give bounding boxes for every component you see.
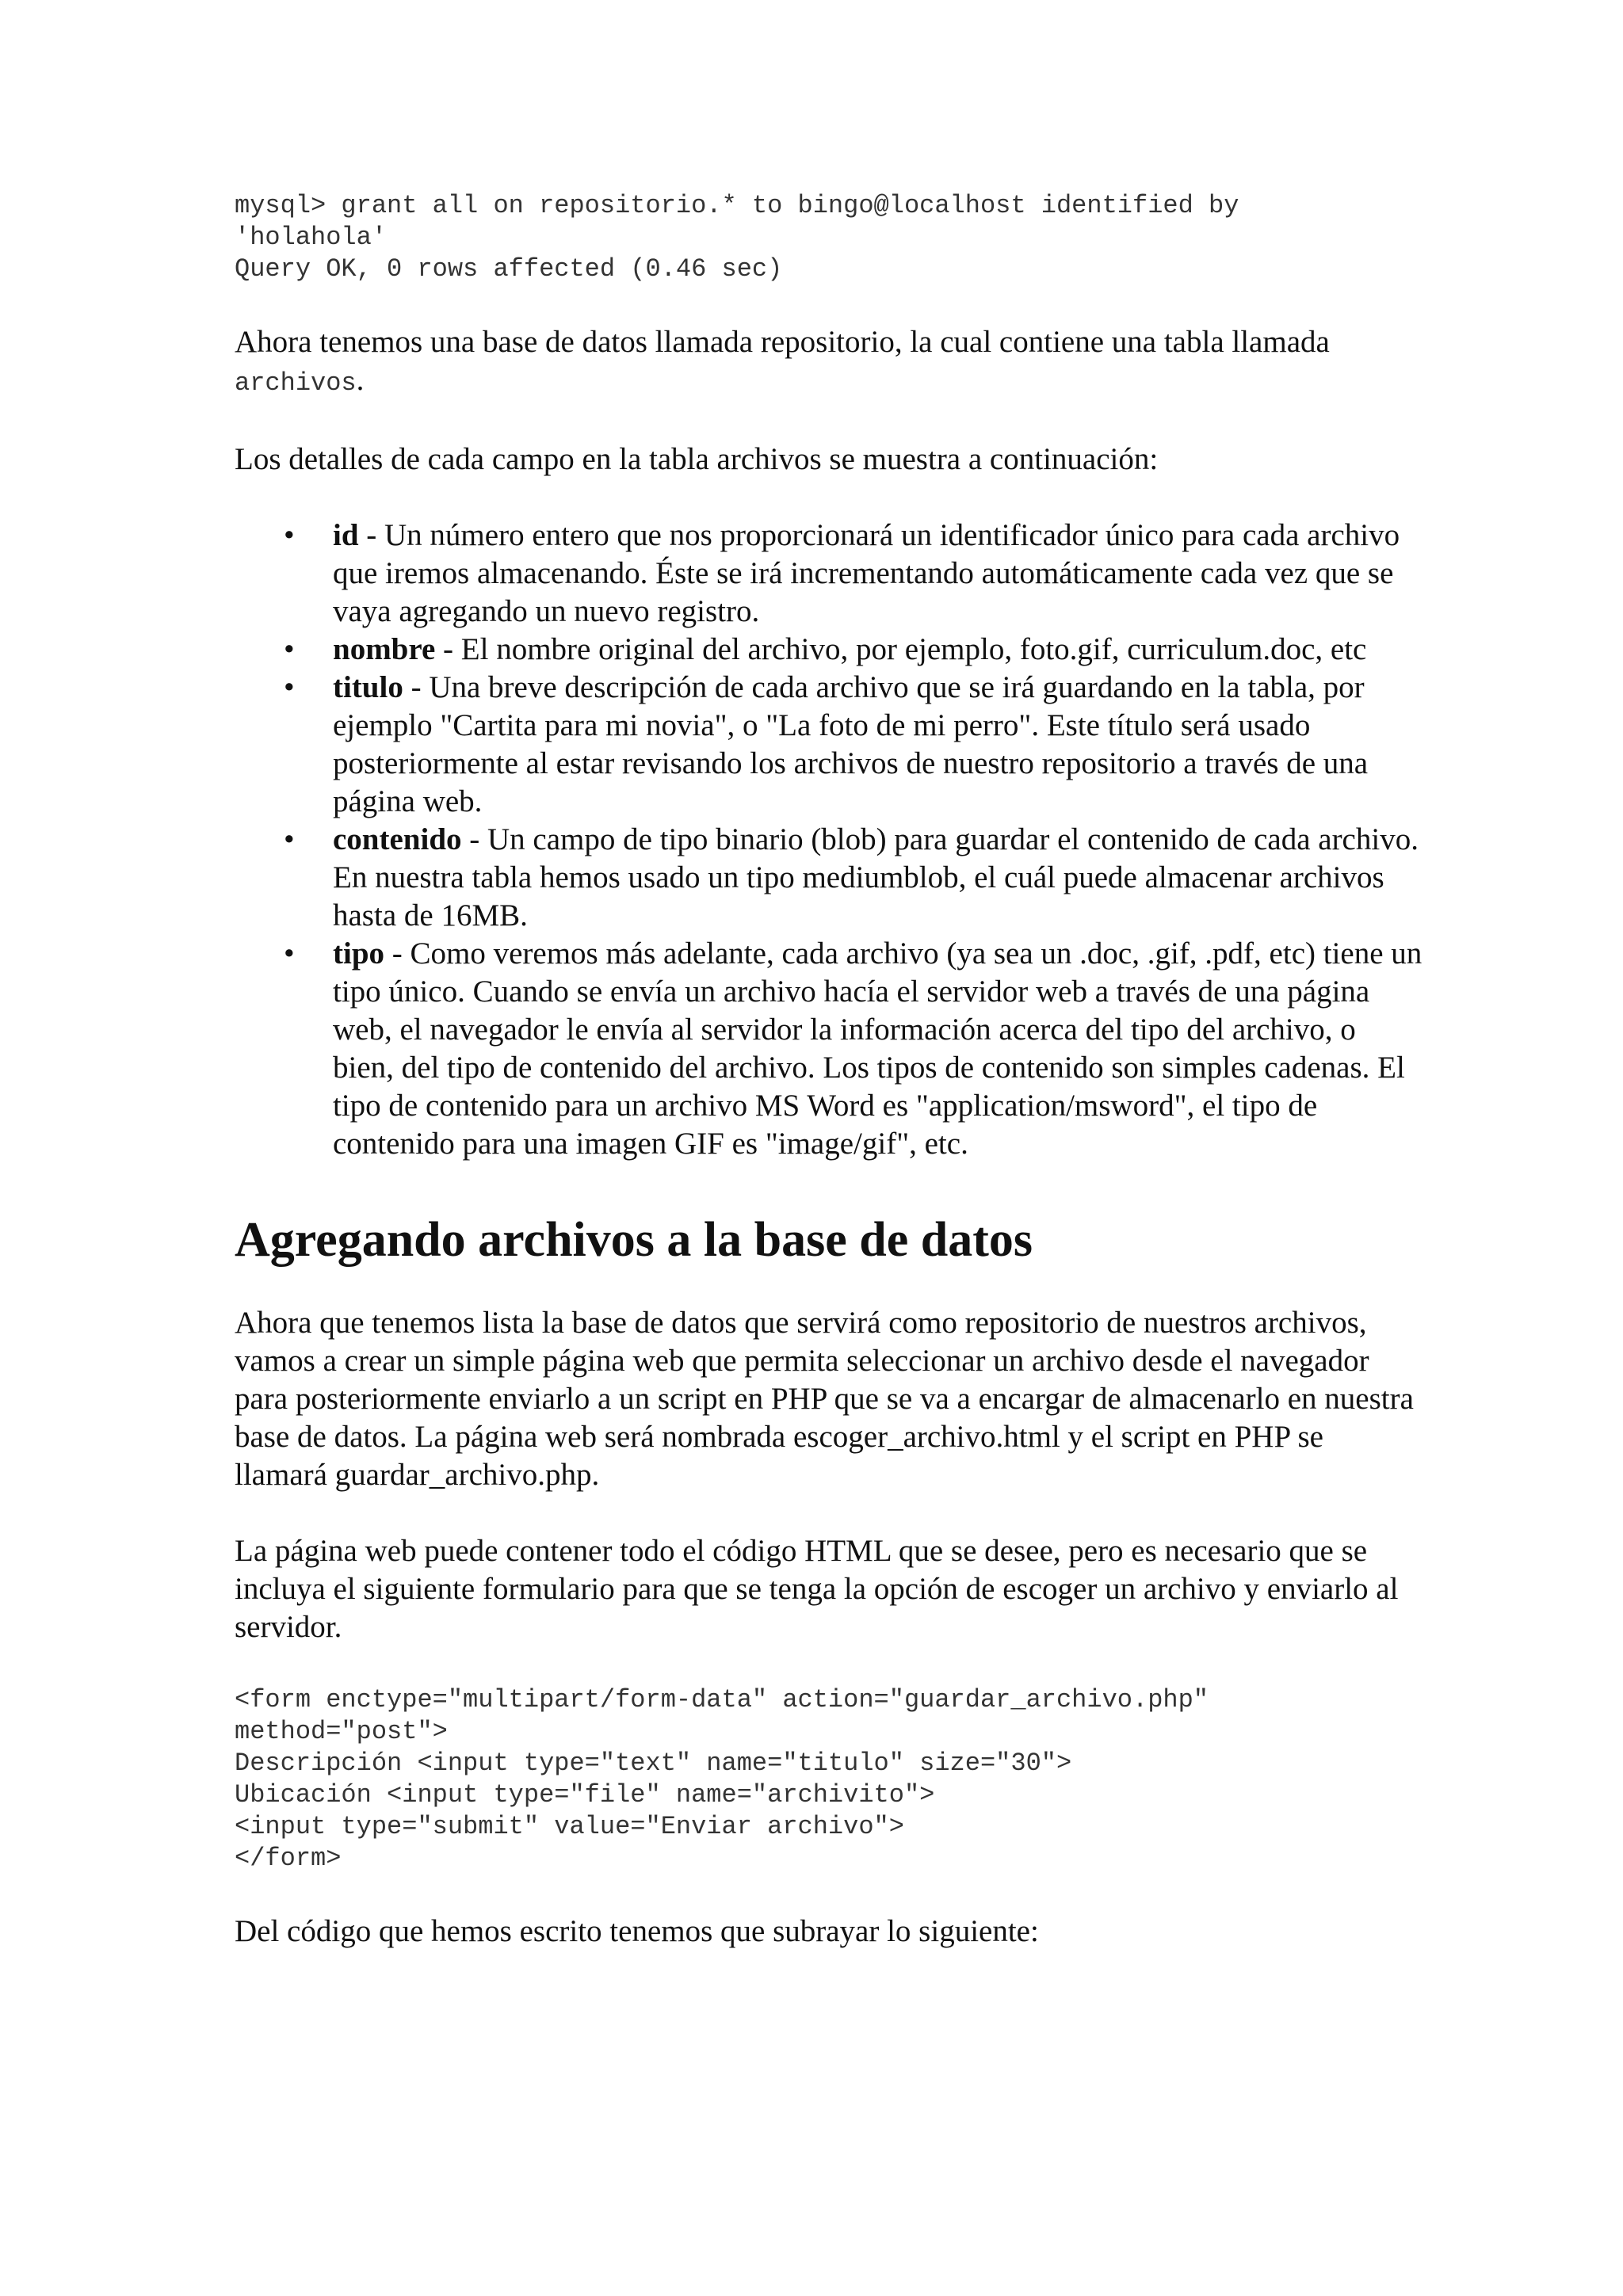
bullet-icon: • [284,936,295,971]
list-item-field-titulo [235,669,1423,821]
code-line: 'holahola' [235,223,388,252]
code-line: Descripción <input type="text" name="titulo" size="30"> [235,1749,1072,1778]
field-name: id [333,518,359,552]
code-line: <form enctype="multipart/form-data" action="guardar_archivo.php" [235,1685,1209,1714]
paragraph-code-notes: Del código que hemos escrito tenemos que subrayar lo siguiente: [235,1914,1039,1948]
field-description: - Como veremos más adelante, cada archivo (ya sea un .doc, .gif, .pdf, etc) tiene un tipo único. Cuando se envía un archivo hacía el servidor web a través de una página web, el navegador le envía al servidor la información acerca del tipo del archivo, o bien, del tipo de contenido del archivo. Los tipos de contenido son simples cadenas. El tipo de contenido para un archivo MS Word es "application/msword", el tipo de contenido para una imagen GIF es "image/gif", etc. [333,936,1423,1161]
code-block-html-form [235,1684,1423,1875]
field-name: tipo [333,936,385,971]
field-list [235,517,1423,1163]
paragraph-text: Ahora tenemos una base de datos llamada repositorio, la cual contiene una tabla llamada [235,325,1330,359]
bullet-icon: • [284,670,295,704]
field-name: contenido [333,822,462,856]
paragraph-form-requirement: La página web puede contener todo el código HTML que se desee, pero es necesario que se incluya el siguiente formulario para que se tenga la opción de escoger un archivo y enviarlo al servidor. [235,1534,1399,1644]
code-line: method="post"> [235,1717,448,1746]
field-description: - Un número entero que nos proporcionará un identificador único para cada archivo que iremos almacenando. Éste se irá incrementando automáticamente cada vez que se vaya agregando un nuevo registro. [333,518,1400,628]
inline-code-archivos: archivos [235,368,357,398]
list-item-field-id [235,517,1423,631]
paragraph-period: . [356,363,365,397]
code-line: </form> [235,1844,342,1873]
field-name: titulo [333,670,403,704]
code-line: Ubicación <input type="file" name="archivito"> [235,1780,935,1810]
field-description: - El nombre original del archivo, por ejemplo, foto.gif, curriculum.doc, etc [435,632,1367,666]
list-item-field-contenido [235,821,1423,935]
document-page [235,190,1423,1951]
code-line: mysql> grant all on repositorio.* to bingo@localhost identified by [235,191,1239,220]
paragraph-web-page-intro: Ahora que tenemos lista la base de datos que servirá como repositorio de nuestros archivos, vamos a crear un simple página web que permita seleccionar un archivo desde el navegador para posteriormente enviarlo a un script en PHP que se va a encargar de almacenarlo en nuestra base de datos. La página web será nombrada escoger_archivo.html y el script en PHP se llamará guardar_archivo.php. [235,1306,1414,1492]
list-item-field-tipo [235,935,1423,1163]
code-line: <input type="submit" value="Enviar archivo"> [235,1812,904,1841]
section-heading: Agregando archivos a la base de datos [235,1213,1033,1267]
code-block-mysql-grant [235,190,1423,285]
bullet-icon: • [284,822,295,856]
paragraph-database-intro [235,323,1423,402]
bullet-icon: • [284,518,295,552]
field-name: nombre [333,632,436,666]
paragraph-field-details: Los detalles de cada campo en la tabla archivos se muestra a continuación: [235,442,1159,476]
field-description: - Un campo de tipo binario (blob) para guardar el contenido de cada archivo. En nuestra tabla hemos usado un tipo mediumblob, el cuál puede almacenar archivos hasta de 16MB. [333,822,1419,933]
code-line: Query OK, 0 rows affected (0.46 sec) [235,254,783,284]
bullet-icon: • [284,632,295,666]
field-description: - Una breve descripción de cada archivo que se irá guardando en la tabla, por ejemplo "Cartita para mi novia", o "La foto de mi perro". Este título será usado posteriormente al estar revisando los archivos de nuestro repositorio a través de una página web. [333,670,1369,818]
list-item-field-nombre [235,631,1423,669]
